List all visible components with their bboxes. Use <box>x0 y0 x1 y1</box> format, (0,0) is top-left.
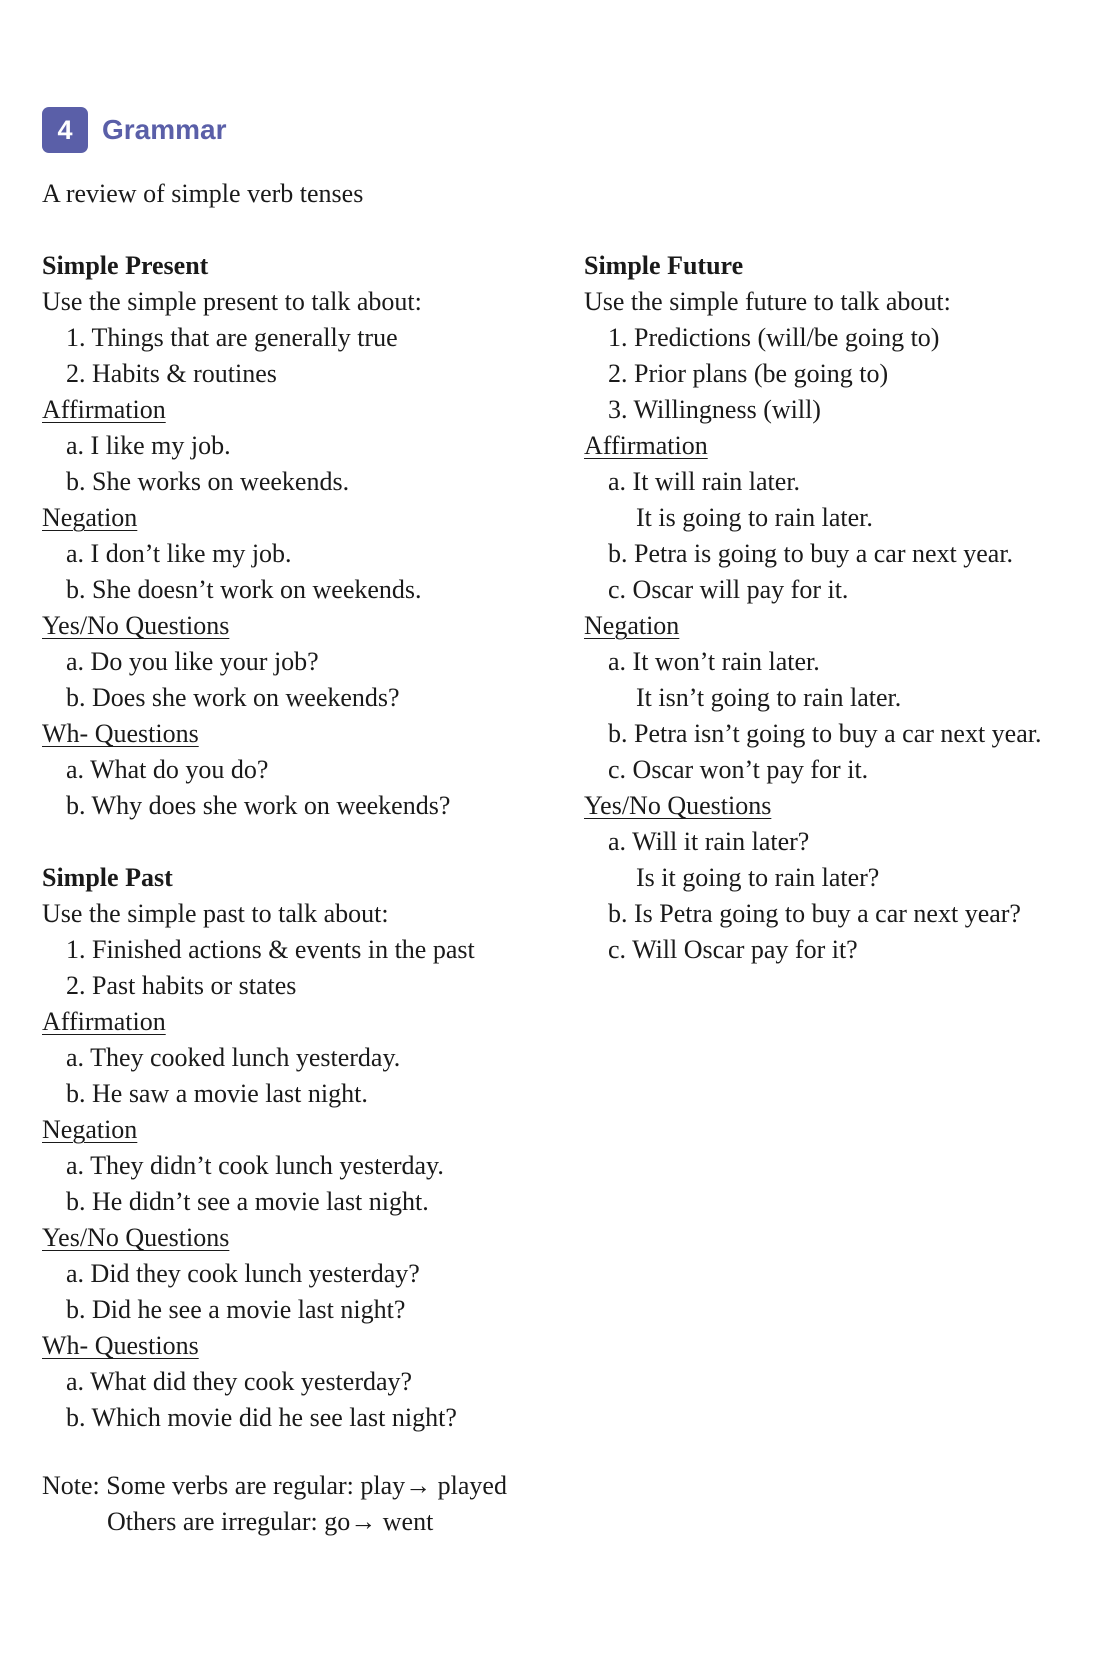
negation-heading: Negation <box>42 503 138 532</box>
example-item: a. I don’t like my job. <box>66 539 292 568</box>
note-block <box>42 1468 507 1540</box>
note-line-irregular: Others are irregular: go→ went <box>107 1507 434 1536</box>
negation-heading: Negation <box>42 1115 138 1144</box>
example-item: a. What do you do? <box>66 755 269 784</box>
example-item: c. Oscar will pay for it. <box>608 575 849 604</box>
example-item: b. She works on weekends. <box>66 467 350 496</box>
simple-future-title: Simple Future <box>584 251 744 280</box>
simple-past-intro: Use the simple past to talk about: <box>42 899 389 928</box>
example-item: It is going to rain later. <box>636 503 873 532</box>
example-item: a. What did they cook yesterday? <box>66 1367 413 1396</box>
right-column <box>584 248 1041 968</box>
example-item: a. It won’t rain later. <box>608 647 820 676</box>
simple-present-intro: Use the simple present to talk about: <box>42 287 422 316</box>
example-item: c. Will Oscar pay for it? <box>608 935 858 964</box>
negation-heading: Negation <box>584 611 680 640</box>
example-item: b. He didn’t see a movie last night. <box>66 1187 429 1216</box>
use-item: 2. Prior plans (be going to) <box>608 359 889 388</box>
simple-past-section <box>42 860 475 1436</box>
section-header <box>42 107 227 153</box>
note-line-regular: Note: Some verbs are regular: play→ played <box>42 1471 507 1500</box>
example-item: a. It will rain later. <box>608 467 801 496</box>
example-item: a. I like my job. <box>66 431 231 460</box>
example-item: a. They didn’t cook lunch yesterday. <box>66 1151 444 1180</box>
use-item: 2. Past habits or states <box>66 971 297 1000</box>
wh-questions-heading: Wh- Questions <box>42 1331 199 1360</box>
use-item: 3. Willingness (will) <box>608 395 821 424</box>
example-item: c. Oscar won’t pay for it. <box>608 755 869 784</box>
example-item: b. Which movie did he see last night? <box>66 1403 457 1432</box>
use-item: 1. Predictions (will/be going to) <box>608 323 940 352</box>
section-number-badge: 4 <box>42 107 88 153</box>
affirmation-heading: Affirmation <box>584 431 708 460</box>
example-item: a. They cooked lunch yesterday. <box>66 1043 401 1072</box>
affirmation-heading: Affirmation <box>42 395 166 424</box>
example-item: b. Does she work on weekends? <box>66 683 400 712</box>
yes-no-questions-heading: Yes/No Questions <box>42 611 230 640</box>
affirmation-heading: Affirmation <box>42 1007 166 1036</box>
section-spacer <box>42 824 475 860</box>
example-item: b. Did he see a movie last night? <box>66 1295 406 1324</box>
yes-no-questions-heading: Yes/No Questions <box>584 791 772 820</box>
simple-present-title: Simple Present <box>42 251 209 280</box>
use-item: 2. Habits & routines <box>66 359 277 388</box>
example-item: a. Will it rain later? <box>608 827 810 856</box>
simple-past-title: Simple Past <box>42 863 173 892</box>
example-item: b. Petra isn’t going to buy a car next year. <box>608 719 1042 748</box>
example-item: b. Why does she work on weekends? <box>66 791 451 820</box>
yes-no-questions-heading: Yes/No Questions <box>42 1223 230 1252</box>
example-item: b. He saw a movie last night. <box>66 1079 368 1108</box>
example-item: a. Do you like your job? <box>66 647 319 676</box>
example-item: b. Petra is going to buy a car next year. <box>608 539 1014 568</box>
page-subtitle: A review of simple verb tenses <box>42 179 364 208</box>
example-item: b. She doesn’t work on weekends. <box>66 575 422 604</box>
example-item: Is it going to rain later? <box>636 863 880 892</box>
simple-present-section <box>42 248 475 824</box>
wh-questions-heading: Wh- Questions <box>42 719 199 748</box>
example-item: a. Did they cook lunch yesterday? <box>66 1259 420 1288</box>
section-title: Grammar <box>102 114 227 145</box>
use-item: 1. Finished actions & events in the past <box>66 935 475 964</box>
simple-future-section <box>584 248 1041 968</box>
simple-future-intro: Use the simple future to talk about: <box>584 287 951 316</box>
example-item: It isn’t going to rain later. <box>636 683 902 712</box>
left-column <box>42 248 475 1436</box>
example-item: b. Is Petra going to buy a car next year? <box>608 899 1021 928</box>
use-item: 1. Things that are generally true <box>66 323 398 352</box>
